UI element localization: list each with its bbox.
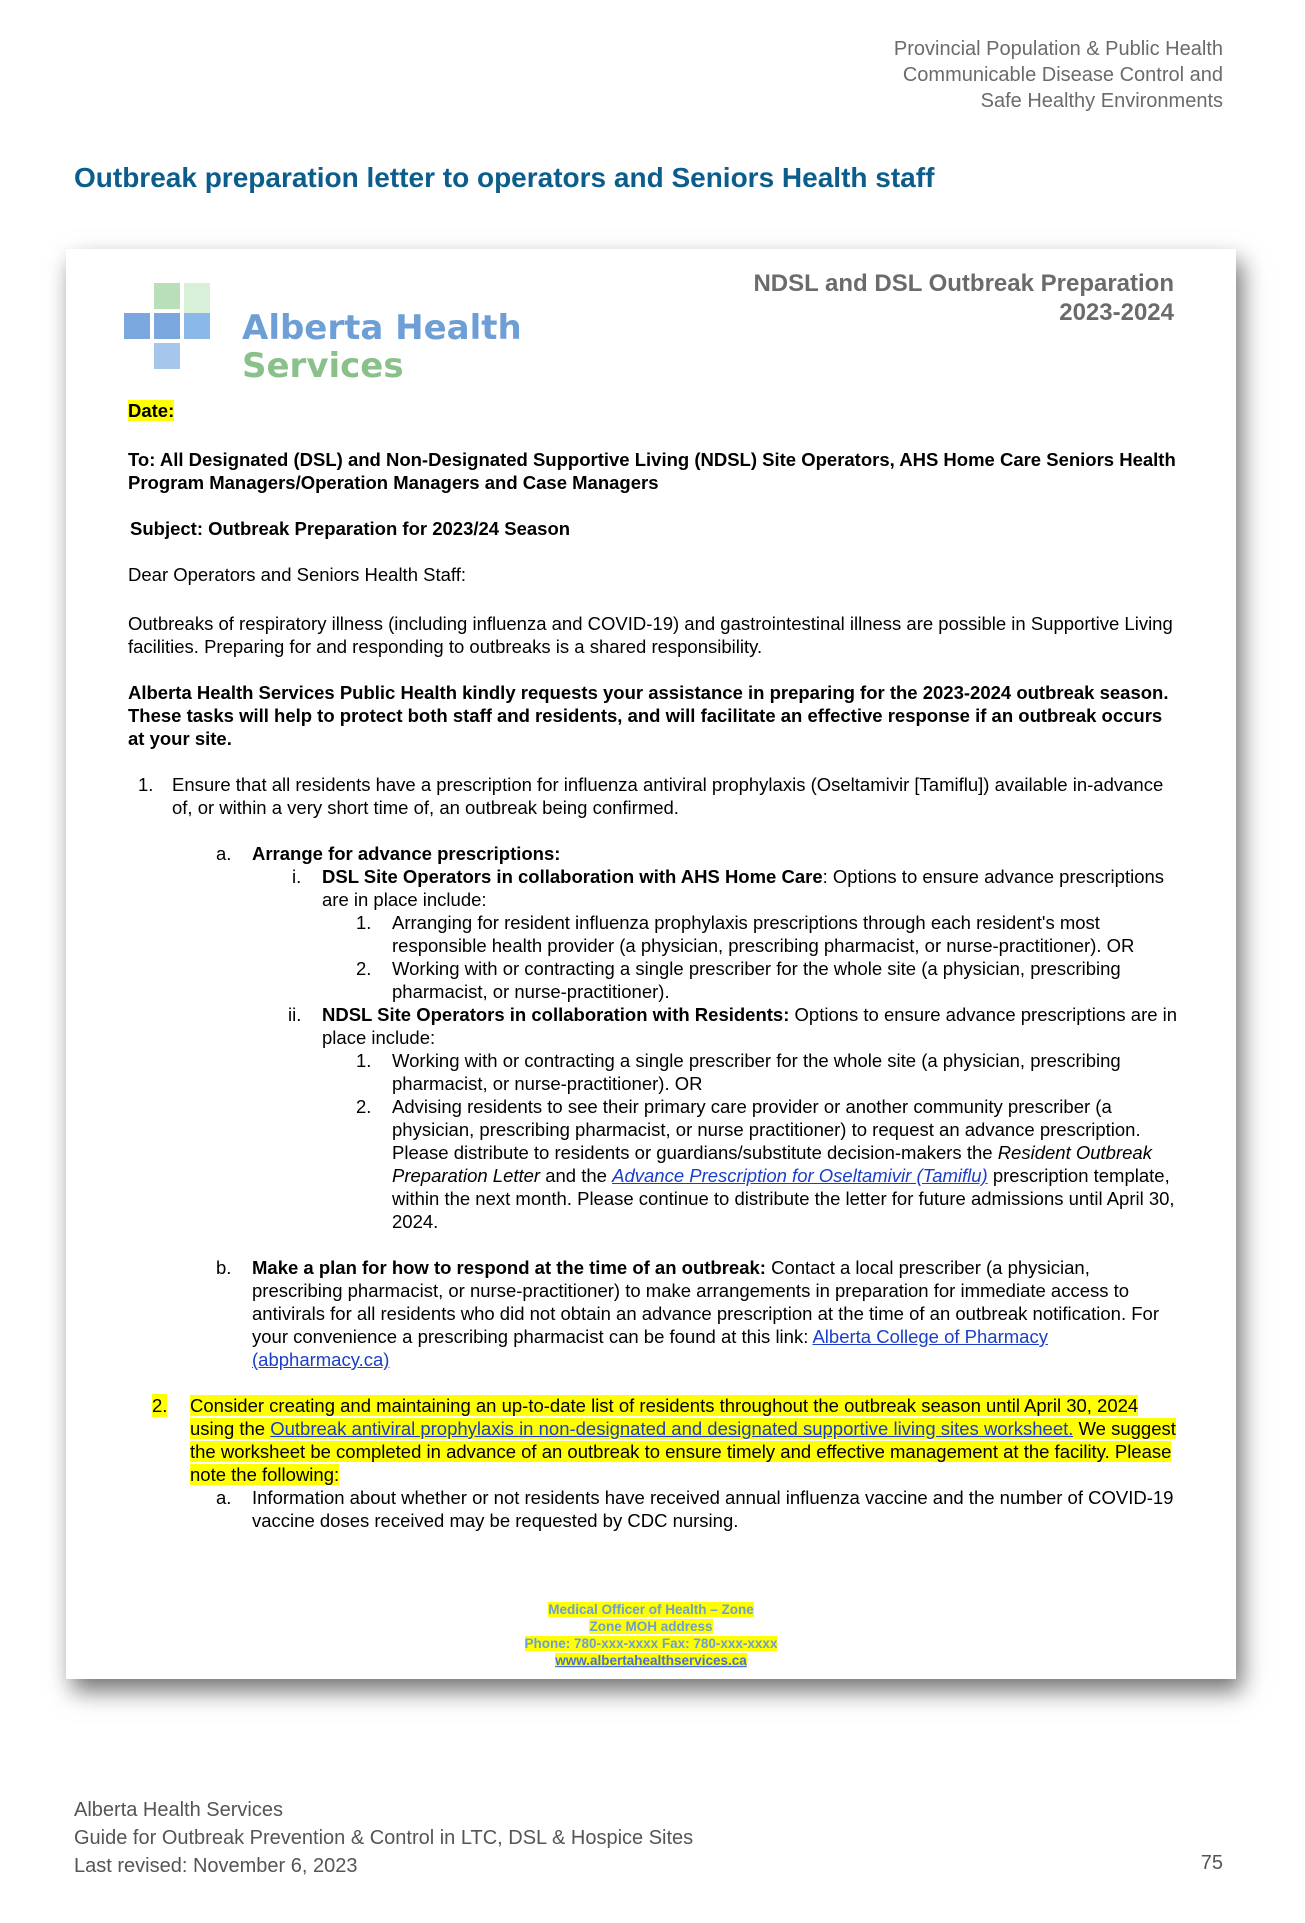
contact-website-link[interactable]: www.albertahealthservices.ca bbox=[555, 1653, 747, 1668]
salutation: Dear Operators and Seniors Health Staff: bbox=[128, 564, 466, 585]
list-number: 2. bbox=[356, 1096, 372, 1117]
list-item-1 bbox=[128, 773, 1178, 819]
list-item-2 bbox=[128, 1394, 1178, 1486]
list-item-2a bbox=[128, 1486, 1178, 1532]
list-item-text: Contact a local prescriber (a physician, prescribing pharmacist, or nurse-practitioner) to make arrangements in preparation for immediate access to antivirals for all residents who did not obtain an advance prescription at the time of an outbreak notification. For your convenience a prescribing pharmacist can be found at this link: bbox=[252, 1257, 1160, 1347]
banner-year: 2023-2024 bbox=[1059, 299, 1174, 326]
list-letter: a. bbox=[216, 843, 232, 864]
intro-paragraph: Outbreaks of respiratory illness (including influenza and COVID-19) and gastrointestinal illness are possible in Supportive Living facilities. Preparing for and responding to outbreaks is a shared responsibility. bbox=[128, 613, 1173, 657]
to-line: To: All Designated (DSL) and Non-Designated Supportive Living (NDSL) Site Operators, AHS Home Care Seniors Health Program Managers/Operation Managers and Case Managers bbox=[128, 449, 1176, 493]
list-item-1a-i-2 bbox=[128, 957, 1178, 1003]
letter-body bbox=[128, 399, 1178, 1532]
footer-guide: Guide for Outbreak Prevention & Control in LTC, DSL & Hospice Sites bbox=[74, 1827, 694, 1849]
contact-title: Medical Officer of Health – Zone bbox=[548, 1602, 754, 1617]
list-item-1a-ii bbox=[128, 1003, 1178, 1049]
list-item-title: Make a plan for how to respond at the time of an outbreak: bbox=[252, 1257, 766, 1278]
letter-image bbox=[66, 249, 1236, 1679]
list-item-text: Advising residents to see their primary care provider or another community prescriber (a physician, prescribing pharmacist, or nurse practitioner) to request an advance prescription. Please distribute to residents or guardians/substitute decision-makers the bbox=[392, 1096, 1141, 1163]
list-item-1b bbox=[128, 1256, 1178, 1371]
logo-line-1: Alberta Health bbox=[242, 308, 522, 348]
date-label: Date: bbox=[128, 400, 175, 421]
list-item-bold: NDSL Site Operators in collaboration with Residents: bbox=[322, 1004, 790, 1025]
list-item-1a-i bbox=[128, 865, 1178, 911]
header-line-2: Communicable Disease Control and bbox=[902, 64, 1223, 86]
list-item-1a-i-1 bbox=[128, 911, 1178, 957]
list-item-text: Options to ensure advance prescriptions are in place include: bbox=[322, 1004, 1178, 1048]
contact-address: Zone MOH address bbox=[589, 1619, 713, 1634]
ahs-cross-icon bbox=[124, 279, 254, 379]
list-item-text: Information about whether or not residents have received annual influenza vaccine and the number of COVID-19 vaccine doses received may be requested by CDC nursing. bbox=[252, 1487, 1174, 1531]
footer-org: Alberta Health Services bbox=[74, 1799, 283, 1821]
list-item-title: Arrange for advance prescriptions: bbox=[252, 843, 561, 864]
header-line-1: Provincial Population & Public Health bbox=[893, 38, 1223, 60]
subject-line: Subject: Outbreak Preparation for 2023/24 Season bbox=[130, 518, 571, 539]
list-number: 2. bbox=[152, 1395, 168, 1416]
letter-banner bbox=[753, 269, 1174, 327]
list-letter: a. bbox=[216, 1487, 232, 1508]
page-footer bbox=[74, 1796, 693, 1880]
contact-phone: Phone: 780-xxx-xxxx Fax: 780-xxx-xxxx bbox=[524, 1636, 778, 1651]
page-number: 75 bbox=[1200, 1852, 1223, 1874]
section-title: Outbreak preparation letter to operators and Seniors Health staff bbox=[74, 162, 935, 193]
list-item-text: and the bbox=[540, 1165, 613, 1186]
list-item-text: : Options to ensure advance prescriptions are in place include: bbox=[322, 866, 1165, 910]
list-item-text: Working with or contracting a single prescriber for the whole site (a physician, prescribing pharmacist, or nurse-practitioner). bbox=[392, 958, 1121, 1002]
worksheet-link[interactable]: Outbreak antiviral prophylaxis in non-designated and designated supportive living sites worksheet. bbox=[270, 1418, 1074, 1439]
list-item-text: prescription template, within the next month. Please continue to distribute the letter for future admissions until April 30, 2024. bbox=[392, 1165, 1175, 1232]
list-item-text: Working with or contracting a single prescriber for the whole site (a physician, prescribing pharmacist, or nurse-practitioner). OR bbox=[392, 1050, 1121, 1094]
logo-wordmark bbox=[242, 309, 522, 385]
list-number: 2. bbox=[356, 958, 372, 979]
list-roman: ii. bbox=[288, 1004, 302, 1025]
list-roman: i. bbox=[292, 866, 302, 887]
list-item-text: Arranging for resident influenza prophylaxis prescriptions through each resident's most responsible health provider (a physician, prescribing pharmacist, or nurse-practitioner). OR bbox=[392, 912, 1135, 956]
list-number: 1. bbox=[356, 912, 372, 933]
page-header bbox=[894, 36, 1223, 114]
request-paragraph: Alberta Health Services Public Health kindly requests your assistance in preparing for the 2023-2024 outbreak season. These tasks will help to protect both staff and residents, and will facilitate an effective response if an outbreak occurs at your site. bbox=[128, 682, 1169, 749]
list-number: 1. bbox=[356, 1050, 372, 1071]
list-item-1a bbox=[128, 842, 1178, 865]
list-item-text: We suggest the worksheet be completed in advance of an outbreak to ensure timely and effective management at the facility. Please note the following: bbox=[190, 1418, 1176, 1485]
logo-line-2: Services bbox=[242, 346, 404, 386]
banner-title: NDSL and DSL Outbreak Preparation bbox=[753, 270, 1174, 297]
contact-block bbox=[66, 1601, 1236, 1669]
list-item-text: Consider creating and maintaining an up-to-date list of residents throughout the outbreak season until April 30, 2024 using the bbox=[190, 1395, 1139, 1439]
list-item-bold: DSL Site Operators in collaboration with AHS Home Care bbox=[322, 866, 823, 887]
footer-revised: Last revised: November 6, 2023 bbox=[74, 1855, 358, 1877]
header-line-3: Safe Healthy Environments bbox=[980, 90, 1223, 112]
list-item-1a-ii-2 bbox=[128, 1095, 1178, 1233]
letter-title-italic: Resident Outbreak Preparation Letter bbox=[392, 1142, 1152, 1186]
list-item-text: Ensure that all residents have a prescription for influenza antiviral prophylaxis (Oseltamivir [Tamiflu]) available in-advance of, or within a very short time of, an outbreak being confirmed. bbox=[172, 774, 1164, 818]
list-item-1a-ii-1 bbox=[128, 1049, 1178, 1095]
list-letter: b. bbox=[216, 1257, 232, 1278]
advance-prescription-link[interactable]: Advance Prescription for Oseltamivir (Tamiflu) bbox=[612, 1165, 988, 1186]
list-number: 1. bbox=[138, 774, 154, 795]
pharmacy-link[interactable]: Alberta College of Pharmacy (abpharmacy.ca) bbox=[252, 1326, 1048, 1370]
